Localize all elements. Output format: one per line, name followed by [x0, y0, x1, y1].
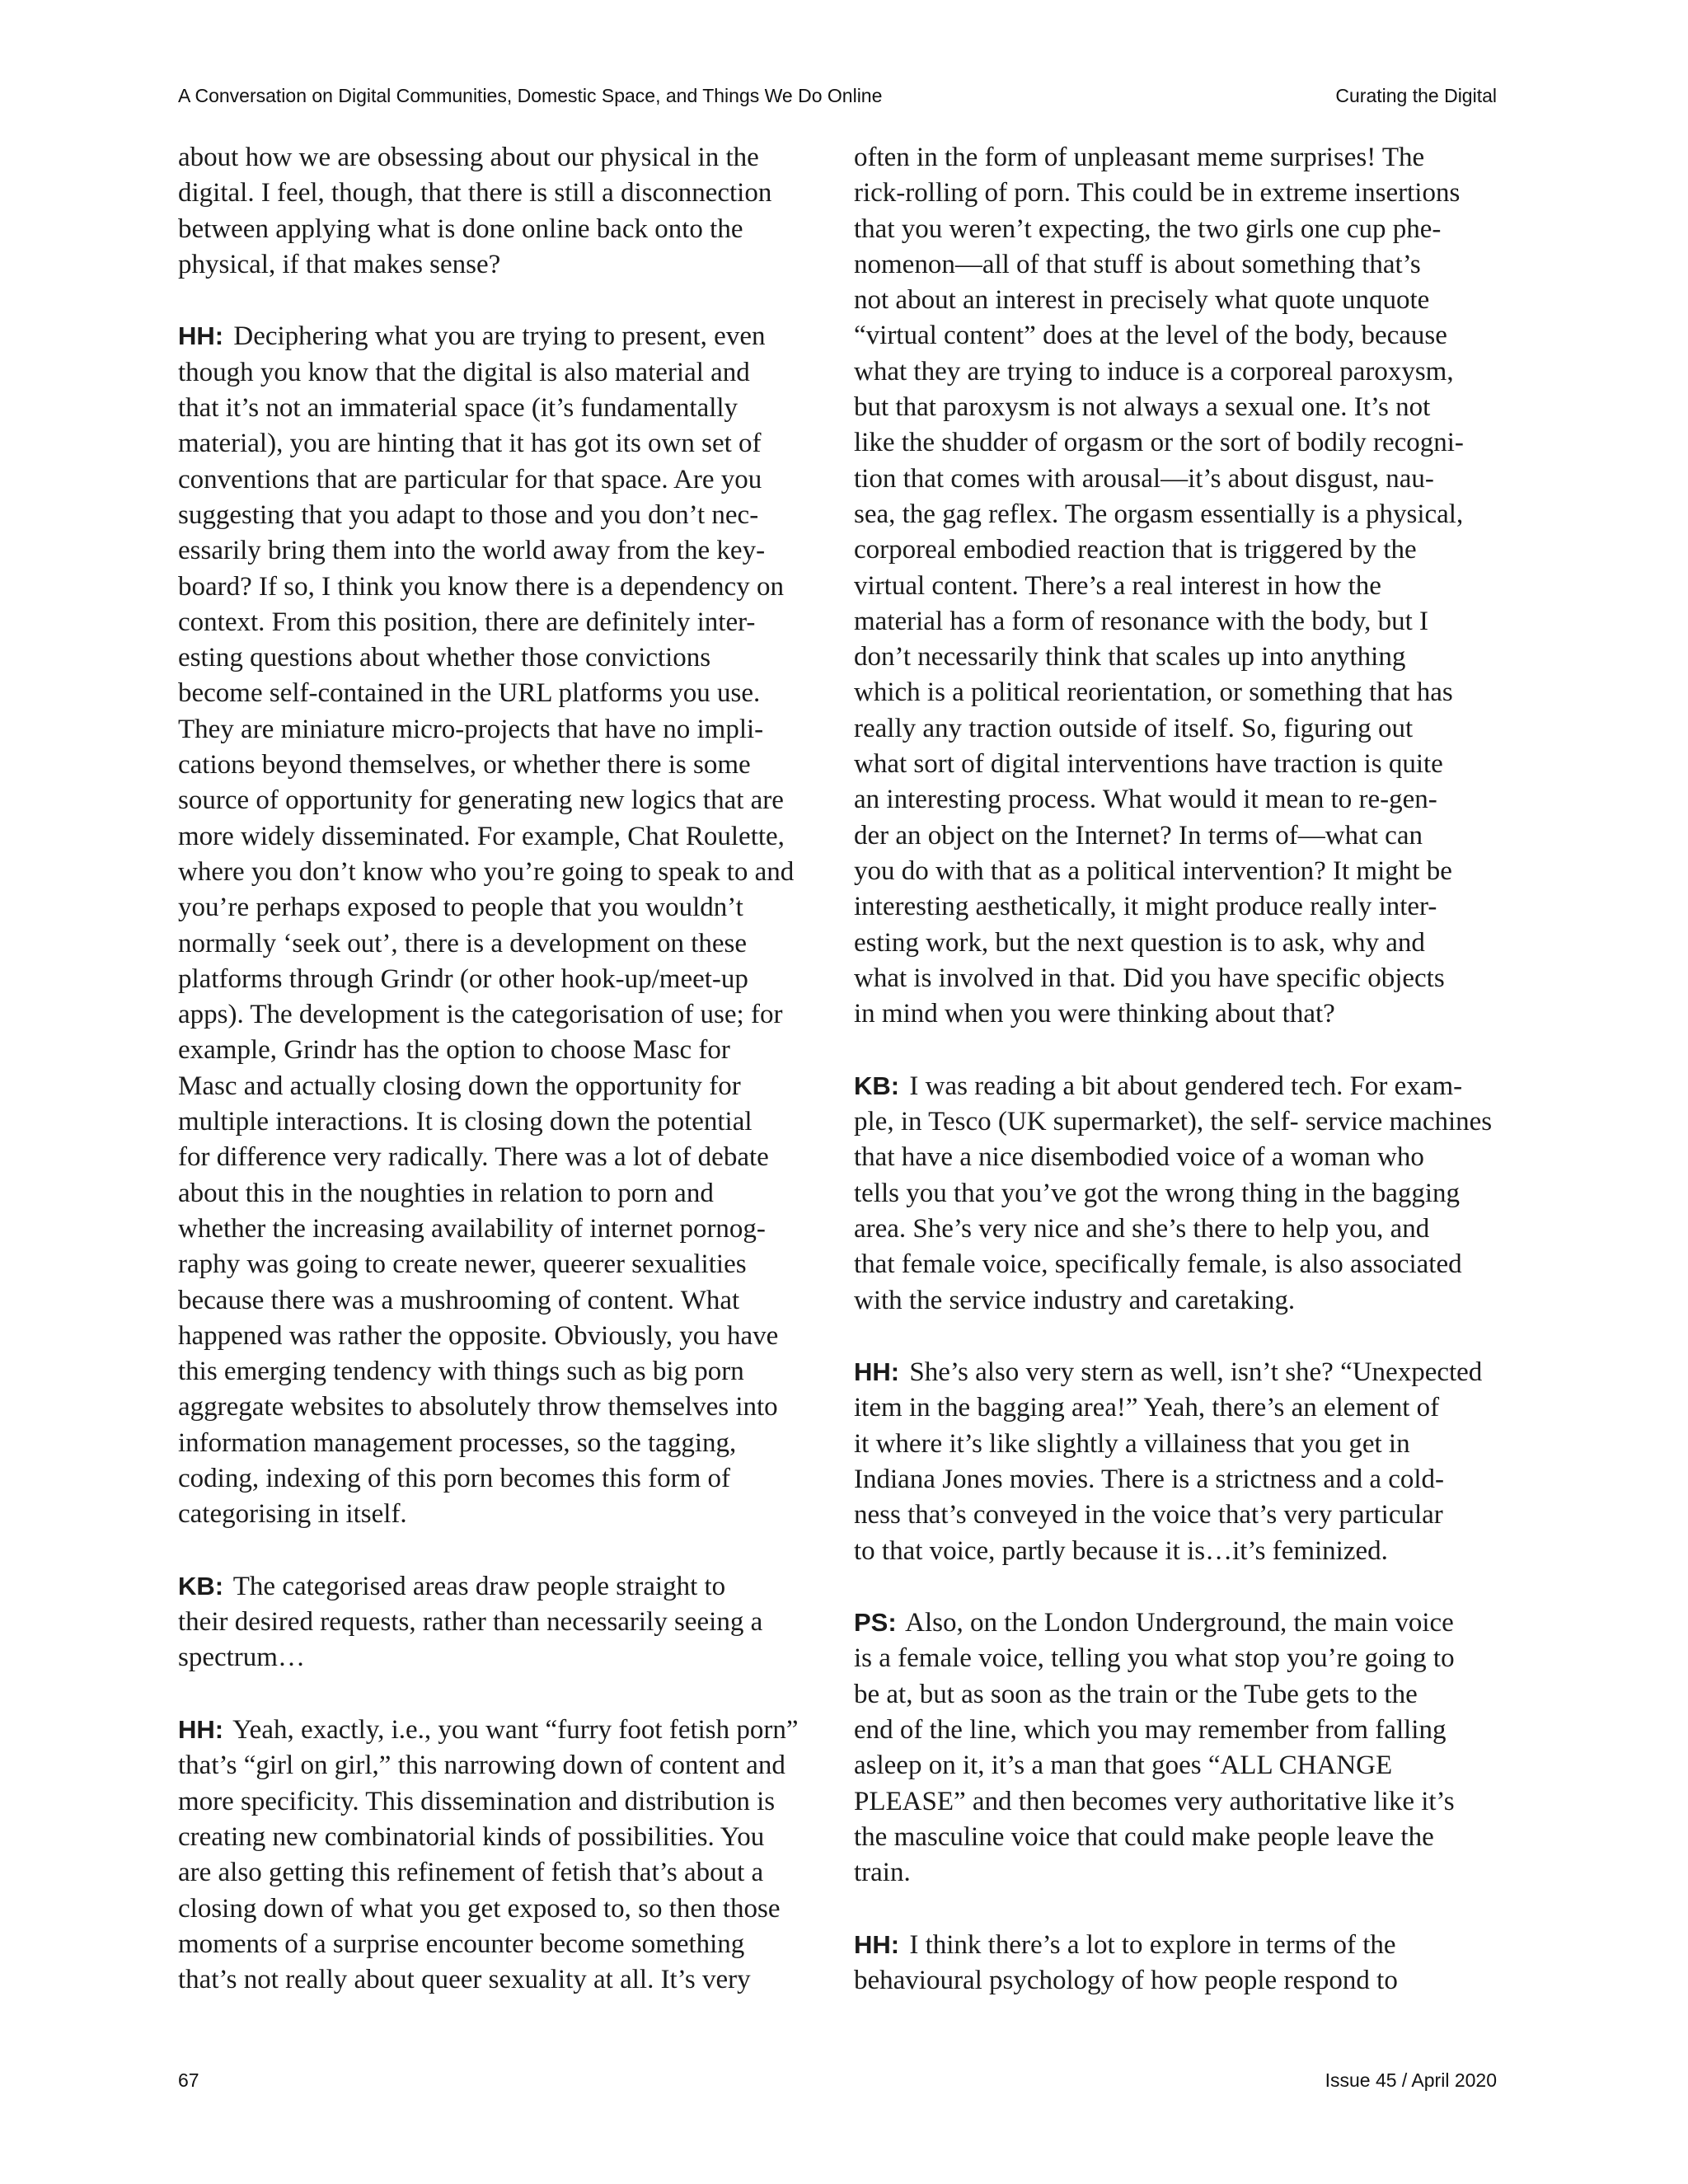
text-line-content: what they are trying to induce is a corporeal paroxysm, [854, 356, 1454, 387]
text-line-content: platforms through Grindr (or other hook-up/meet-up [178, 963, 748, 994]
text-line [178, 1962, 821, 1998]
paragraph [178, 140, 821, 283]
text-line [854, 1068, 1500, 1104]
paragraph [178, 318, 821, 1532]
text-line [854, 640, 1500, 675]
text-line-content: I think there’s a lot to explore in terms of the [909, 1929, 1396, 1960]
text-line-content: She’s also very stern as well, isn’t she? “Unexpected [909, 1357, 1483, 1388]
text-line [178, 1104, 821, 1140]
text-line-content: rick-rolling of porn. This could be in extreme insertions [854, 178, 1461, 209]
text-line [178, 1497, 821, 1532]
text-line [854, 996, 1500, 1032]
text-line-content: that you weren’t expecting, the two girls one cup phe- [854, 213, 1442, 244]
text-line-content: coding, indexing of this porn becomes this form of [178, 1463, 730, 1493]
text-line [178, 783, 821, 818]
text-line [854, 604, 1500, 640]
text-line-content: you do with that as a political intervention? It might be [854, 855, 1452, 886]
text-line [178, 1033, 821, 1068]
text-line-content: it where it’s like slightly a villainess that you get in [854, 1428, 1410, 1459]
text-line-content: They are miniature micro-projects that have no impli- [178, 714, 764, 744]
text-line [854, 1497, 1500, 1533]
text-line [854, 961, 1500, 996]
text-line-content: context. From this position, there are definitely inter- [178, 607, 756, 637]
text-line [854, 1641, 1500, 1676]
speaker-label: HH: [178, 1715, 224, 1745]
text-line [178, 355, 821, 391]
speaker-label: PS: [854, 1608, 897, 1638]
text-line [178, 1712, 821, 1748]
text-line-content: Yeah, exactly, i.e., you want “furry foot fetish porn” [232, 1715, 799, 1746]
text-line-content: “virtual content” does at the level of the body, because [854, 321, 1447, 351]
text-line-content: Deciphering what you are trying to present, even [233, 321, 766, 352]
text-line [854, 1855, 1500, 1891]
text-line-content: creating new combinatorial kinds of possibilities. You [178, 1821, 765, 1852]
text-line [854, 318, 1500, 354]
text-line [854, 1140, 1500, 1175]
text-line [178, 1354, 821, 1390]
text-line-content: which is a political reorientation, or something that has [854, 677, 1453, 708]
text-line-content: be at, but as soon as the train or the Tube gets to the [854, 1679, 1418, 1709]
speaker-label: HH: [178, 321, 224, 351]
paragraph [854, 1927, 1500, 1999]
text-line-content: multiple interactions. It is closing down the potential [178, 1107, 753, 1137]
text-line [854, 1820, 1500, 1855]
text-line-content: that’s not really about queer sexuality at all. It’s very [178, 1965, 751, 1995]
text-line-content: you’re perhaps exposed to people that you wouldn’t [178, 893, 743, 923]
text-line-content: source of opportunity for generating new logics that are [178, 785, 784, 816]
text-line-content: sea, the gag reflex. The orgasm essentially is a physical, [854, 499, 1464, 529]
text-line-content: virtual content. There’s a real interest in how the [854, 570, 1381, 601]
text-line-content: asleep on it, it’s a man that goes “ALL CHANGE [854, 1750, 1393, 1781]
issue-label: Issue 45 / April 2020 [1325, 2069, 1497, 2091]
text-line [854, 1927, 1500, 1963]
text-line [854, 1677, 1500, 1713]
text-line [178, 1820, 821, 1855]
text-line-content: conventions that are particular for that space. Are you [178, 464, 762, 494]
text-line [178, 176, 821, 211]
text-line [854, 390, 1500, 425]
text-line [178, 748, 821, 783]
text-line [178, 819, 821, 855]
text-line-content: more specificity. This dissemination and distribution is [178, 1786, 776, 1816]
text-line [178, 533, 821, 569]
paragraph [854, 1605, 1500, 1891]
text-line-content: that’s “girl on girl,” this narrowing down of content and [178, 1750, 785, 1781]
text-line-content: raphy was going to create newer, queerer sexualities [178, 1249, 747, 1280]
text-line [854, 1354, 1500, 1390]
speaker-label: KB: [178, 1571, 224, 1601]
running-footer [178, 2069, 1497, 2092]
text-line [854, 711, 1500, 747]
text-line-content: behavioural psychology of how people respond to [854, 1966, 1398, 1996]
text-line [854, 854, 1500, 889]
text-line [178, 1748, 821, 1783]
text-line [178, 1640, 821, 1675]
text-line [854, 1713, 1500, 1748]
text-line-content: tion that comes with arousal—it’s about disgust, nau- [854, 463, 1434, 494]
text-line-content: train. [854, 1858, 911, 1888]
text-line-content: their desired requests, rather than necessarily seeing a [178, 1607, 763, 1638]
text-line [178, 1784, 821, 1820]
text-line-content: normally ‘seek out’, there is a development on these [178, 928, 748, 958]
text-line-content: apps). The development is the categorisation of use; for [178, 1000, 783, 1030]
text-line [854, 1390, 1500, 1426]
text-line-content: more widely disseminated. For example, Chat Roulette, [178, 821, 785, 851]
text-line-content: this emerging tendency with things such as big porn [178, 1357, 744, 1387]
text-line-content: Masc and actually closing down the opportunity for [178, 1071, 741, 1101]
text-line [178, 1426, 821, 1461]
text-line-content: often in the form of unpleasant meme surprises! The [854, 143, 1425, 172]
text-line-content: suggesting that you adapt to those and you don’t nec- [178, 499, 759, 530]
text-line-content: material has a form of resonance with the body, but I [854, 606, 1429, 636]
text-line-content: closing down of what you get exposed to, so then those [178, 1893, 781, 1924]
text-line [178, 1605, 821, 1640]
text-line [178, 140, 821, 176]
text-line [854, 462, 1500, 497]
text-line-content: PLEASE” and then becomes very authoritative like it’s [854, 1786, 1455, 1816]
text-line [178, 1461, 821, 1497]
text-line [854, 1104, 1500, 1140]
text-line-content: happened was rather the opposite. Obviously, you have [178, 1320, 779, 1351]
text-line-content: moments of a surprise encounter become something [178, 1929, 745, 1959]
text-line-content: but that paroxysm is not always a sexual one. It’s not [854, 392, 1431, 423]
text-line [854, 1212, 1500, 1247]
text-line-content: Indiana Jones movies. There is a strictness and a cold- [854, 1464, 1445, 1494]
text-line [854, 782, 1500, 818]
text-line-content: what sort of digital interventions have traction is quite [854, 749, 1443, 780]
text-line-content: for difference very radically. There was a lot of debate [178, 1142, 769, 1173]
text-line [178, 926, 821, 962]
text-line-content: aggregate websites to absolutely throw themselves into [178, 1392, 778, 1422]
text-line [178, 640, 821, 676]
text-line [178, 1927, 821, 1962]
page-number: 67 [178, 2069, 199, 2091]
text-line [854, 212, 1500, 247]
speaker-label: HH: [854, 1929, 900, 1959]
text-line-content: that have a nice disembodied voice of a woman who [854, 1142, 1424, 1173]
text-line [854, 675, 1500, 710]
text-line [178, 997, 821, 1033]
text-line [854, 1462, 1500, 1497]
text-line [854, 747, 1500, 782]
right-column [854, 140, 1500, 1999]
text-line [178, 1891, 821, 1927]
text-line-content: board? If so, I think you know there is a dependency on [178, 571, 784, 602]
text-line [178, 712, 821, 748]
text-line-content: are also getting this refinement of fetish that’s about a [178, 1858, 764, 1888]
text-line [178, 1176, 821, 1212]
text-line-content: an interesting process. What would it mean to re-gen- [854, 785, 1437, 815]
text-line [854, 247, 1500, 283]
text-line [178, 605, 821, 640]
article-title: A Conversation on Digital Communities, Domestic Space, and Things We Do Online [178, 85, 883, 106]
text-line-content: tells you that you’ve got the wrong thing in the bagging [854, 1178, 1461, 1208]
left-column [178, 140, 821, 1998]
text-line [854, 532, 1500, 568]
text-line [854, 1605, 1500, 1641]
text-line-content: what is involved in that. Did you have specific objects [854, 963, 1445, 993]
text-line [178, 391, 821, 426]
text-line [178, 855, 821, 890]
text-line-content: about this in the noughties in relation to porn and [178, 1178, 714, 1208]
text-line [854, 889, 1500, 925]
text-line-content: not about an interest in precisely what quote unquote [854, 285, 1430, 316]
text-line-content: interesting aesthetically, it might produce really inter- [854, 892, 1437, 922]
text-line-content: end of the line, which you may remember from falling [854, 1715, 1447, 1746]
text-line-content: really any traction outside of itself. So, figuring out [854, 713, 1414, 743]
paragraph [178, 1712, 821, 1998]
text-line [178, 1069, 821, 1104]
text-line-content: that female voice, specifically female, is also associated [854, 1249, 1462, 1280]
text-line [854, 569, 1500, 604]
text-line-content: spectrum… [178, 1643, 305, 1673]
text-line-content: whether the increasing availability of internet pornog- [178, 1213, 766, 1244]
text-line [178, 676, 821, 711]
text-line-content: corporeal embodied reaction that is triggered by the [854, 535, 1417, 565]
text-line-content: the masculine voice that could make people leave the [854, 1821, 1434, 1852]
text-line [178, 890, 821, 926]
text-line [178, 962, 821, 997]
text-line-content: in mind when you were thinking about that? [854, 999, 1335, 1029]
text-line-content: physical, if that makes sense? [178, 249, 501, 279]
section-title: Curating the Digital [1335, 85, 1497, 106]
text-line-content: example, Grindr has the option to choose Masc for [178, 1035, 730, 1066]
text-line [178, 426, 821, 462]
text-line [854, 1784, 1500, 1820]
text-line-content: though you know that the digital is also material and [178, 357, 750, 387]
text-line [854, 283, 1500, 318]
text-line-content: nomenon—all of that stuff is about something that’s [854, 249, 1421, 279]
text-line [854, 354, 1500, 390]
text-line [854, 497, 1500, 532]
text-line-content: cations beyond themselves, or whether there is some [178, 750, 751, 780]
text-line [178, 1212, 821, 1247]
text-line [178, 1319, 821, 1354]
text-line-content: about how we are obsessing about our physical in the [178, 143, 759, 172]
text-line-content: essarily bring them into the world away from the key- [178, 536, 766, 566]
text-line [178, 247, 821, 283]
paragraph [854, 1354, 1500, 1569]
text-line-content: with the service industry and caretaking. [854, 1285, 1296, 1315]
speaker-label: KB: [854, 1071, 900, 1100]
text-line-content: is a female voice, telling you what stop you’re going to [854, 1643, 1455, 1674]
text-line-content: digital. I feel, though, that there is still a disconnection [178, 178, 772, 209]
text-line [178, 212, 821, 247]
text-line-content: item in the bagging area!” Yeah, there’s an element of [854, 1393, 1440, 1423]
text-line-content: between applying what is done online back onto the [178, 213, 743, 244]
paragraph [854, 140, 1500, 1032]
text-line-content: like the shudder of orgasm or the sort of bodily recogni- [854, 428, 1464, 458]
text-line [854, 1427, 1500, 1462]
text-line [854, 1176, 1500, 1212]
text-line-content: esting questions about whether those convictions [178, 643, 711, 673]
text-line [854, 1748, 1500, 1783]
text-line [178, 1140, 821, 1175]
text-line-content: become self-contained in the URL platforms you use. [178, 678, 761, 709]
paragraph [178, 1568, 821, 1676]
text-line [854, 1963, 1500, 1999]
text-line [854, 140, 1500, 176]
text-line [178, 1390, 821, 1425]
text-line [178, 1568, 821, 1605]
text-line-content: where you don’t know who you’re going to speak to and [178, 856, 795, 887]
speaker-label: HH: [854, 1357, 900, 1387]
text-line-content: information management processes, so the tagging, [178, 1427, 737, 1458]
text-line [178, 569, 821, 605]
text-line [178, 1855, 821, 1891]
text-line-content: The categorised areas draw people straight to [232, 1571, 726, 1601]
text-line-content: der an object on the Internet? In terms of—what can [854, 820, 1423, 851]
text-line [854, 425, 1500, 461]
text-line-content: don’t necessarily think that scales up into anything [854, 642, 1406, 673]
text-line [854, 1283, 1500, 1319]
paragraph [854, 1068, 1500, 1319]
text-line-content: ness that’s conveyed in the voice that’s very particular [854, 1500, 1443, 1530]
running-header [178, 85, 1497, 107]
text-line-content: because there was a mushrooming of content. What [178, 1285, 740, 1315]
text-line [854, 176, 1500, 211]
text-line [178, 318, 821, 354]
text-line [854, 926, 1500, 961]
text-line [178, 1247, 821, 1282]
text-line-content: esting work, but the next question is to ask, why and [854, 927, 1425, 958]
text-line [854, 1247, 1500, 1282]
text-line-content: material), you are hinting that it has got its own set of [178, 429, 762, 459]
text-line-content: to that voice, partly because it is…it’s feminized. [854, 1535, 1388, 1566]
text-line-content: ple, in Tesco (UK supermarket), the self- service machines [854, 1107, 1493, 1137]
text-line [178, 498, 821, 533]
text-line [854, 818, 1500, 854]
text-line [178, 462, 821, 498]
text-line [178, 1283, 821, 1319]
text-line-content: I was reading a bit about gendered tech. For exam- [909, 1071, 1463, 1101]
text-line-content: area. She’s very nice and she’s there to help you, and [854, 1213, 1430, 1244]
text-line-content: Also, on the London Underground, the main voice [905, 1608, 1454, 1638]
text-line-content: that it’s not an immaterial space (it’s fundamentally [178, 393, 738, 424]
text-line-content: categorising in itself. [178, 1499, 407, 1530]
text-line [854, 1534, 1500, 1569]
